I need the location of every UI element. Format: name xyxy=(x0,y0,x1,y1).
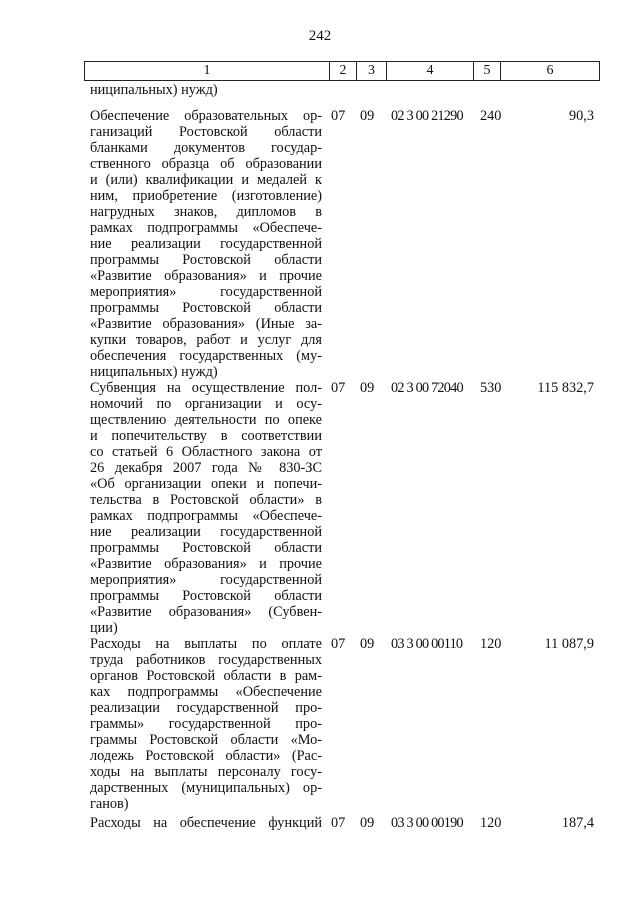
section-code: 07 xyxy=(331,815,346,831)
description-line: ние реализации государственной xyxy=(90,524,322,540)
description-line: тельства в Ростовской области» в xyxy=(90,492,322,508)
description-line: мероприятия» государственной xyxy=(90,572,322,588)
subsection-code: 09 xyxy=(360,380,375,396)
description-line: ственного образца об образовании xyxy=(90,156,322,172)
description-line: ции) xyxy=(90,620,118,636)
header-col-5: 5 xyxy=(474,62,501,80)
description-line: ществлению деятельности по опеке xyxy=(90,412,322,428)
amount-value: 11 087,9 xyxy=(544,636,594,652)
amount-value: 187,4 xyxy=(561,815,594,831)
description-line: «Развитие образования» (Субвен- xyxy=(90,604,322,620)
section-code: 07 xyxy=(331,636,346,652)
description-line: и попечительству в соответствии xyxy=(90,428,322,444)
description-line: Расходы на выплаты по оплате xyxy=(90,636,322,652)
description-line: ним, приобретение (изготовление) xyxy=(90,188,322,204)
description-line: программы Ростовской области xyxy=(90,252,322,268)
description-line: «Об организации опеки и попечи- xyxy=(90,476,322,492)
amount-value: 115 832,7 xyxy=(537,380,594,396)
description-line: 26 декабря 2007 года № 830-ЗС xyxy=(90,460,322,476)
header-col-3: 3 xyxy=(357,62,387,80)
description-line: ганов) xyxy=(90,796,129,812)
description-line: Обеспечение образовательных ор- xyxy=(90,108,322,124)
expense-type-code: 120 xyxy=(480,636,502,652)
description-line: ние реализации государственной xyxy=(90,236,322,252)
header-col-4: 4 xyxy=(387,62,474,80)
description-line: ганизаций Ростовской области xyxy=(90,124,322,140)
expense-type-code: 120 xyxy=(480,815,502,831)
description-line: «Развитие образования» и прочие xyxy=(90,556,322,572)
description-line: ках подпрограммы «Обеспечение xyxy=(90,684,322,700)
description-line: ходы на выплаты персоналу госу- xyxy=(90,764,322,780)
target-article-code: 03 3 00 00110 xyxy=(391,636,463,652)
description-line: бланками документов государ- xyxy=(90,140,322,156)
description-line: Субвенция на осуществление пол- xyxy=(90,380,322,396)
row-description xyxy=(90,380,322,636)
section-code: 07 xyxy=(331,380,346,396)
subsection-code: 09 xyxy=(360,815,375,831)
row-description xyxy=(90,636,322,812)
description-line: Расходы на обеспечение функций xyxy=(90,815,322,831)
description-line: «Развитие образования» и прочие xyxy=(90,268,322,284)
subsection-code: 09 xyxy=(360,636,375,652)
expense-type-code: 240 xyxy=(480,108,502,124)
target-article-code: 03 3 00 00190 xyxy=(391,815,463,831)
description-line: купки товаров, работ и услуг для xyxy=(90,332,322,348)
page-number: 242 xyxy=(308,28,332,44)
header-col-6: 6 xyxy=(546,63,554,78)
description-line: нагрудных знаков, дипломов в xyxy=(90,204,322,220)
subsection-code: 09 xyxy=(360,108,375,124)
description-line: лодежь Ростовской области» (Рас- xyxy=(90,748,322,764)
description-line: программы Ростовской области xyxy=(90,588,322,604)
description-line: дарственных (муниципальных) ор- xyxy=(90,780,322,796)
header-col-1: 1 xyxy=(85,62,330,80)
description-line: «Развитие образования» (Иные за- xyxy=(90,316,322,332)
expense-type-code: 530 xyxy=(480,380,502,396)
target-article-code: 02 3 00 72040 xyxy=(391,380,463,396)
description-line: номочий по организации и осу- xyxy=(90,396,322,412)
header-col-2: 2 xyxy=(330,62,357,80)
row-description xyxy=(90,108,322,380)
description-line: граммы» государственной про- xyxy=(90,716,322,732)
section-code: 07 xyxy=(331,108,346,124)
description-line: граммы Ростовской области «Мо- xyxy=(90,732,322,748)
description-line: рамках подпрограммы «Обеспече- xyxy=(90,508,322,524)
description-line: со статьей 6 Областного закона от xyxy=(90,444,322,460)
description-line: программы Ростовской области xyxy=(90,540,322,556)
continuation-text: ниципальных) нужд) xyxy=(90,82,218,98)
description-line: и (или) квалификации и медалей к xyxy=(90,172,322,188)
description-line: рамках подпрограммы «Обеспече- xyxy=(90,220,322,236)
target-article-code: 02 3 00 21290 xyxy=(391,108,463,124)
description-line: программы Ростовской области xyxy=(90,300,322,316)
description-line: реализации государственной про- xyxy=(90,700,322,716)
description-line: труда работников государственных xyxy=(90,652,322,668)
amount-value: 90,3 xyxy=(568,108,594,124)
description-line: обеспечения государственных (му- xyxy=(90,348,322,364)
description-line: органов Ростовской области в рам- xyxy=(90,668,322,684)
row-description xyxy=(90,815,322,831)
table-header xyxy=(84,61,600,81)
description-line: ниципальных) нужд) xyxy=(90,364,218,380)
description-line: мероприятия» государственной xyxy=(90,284,322,300)
